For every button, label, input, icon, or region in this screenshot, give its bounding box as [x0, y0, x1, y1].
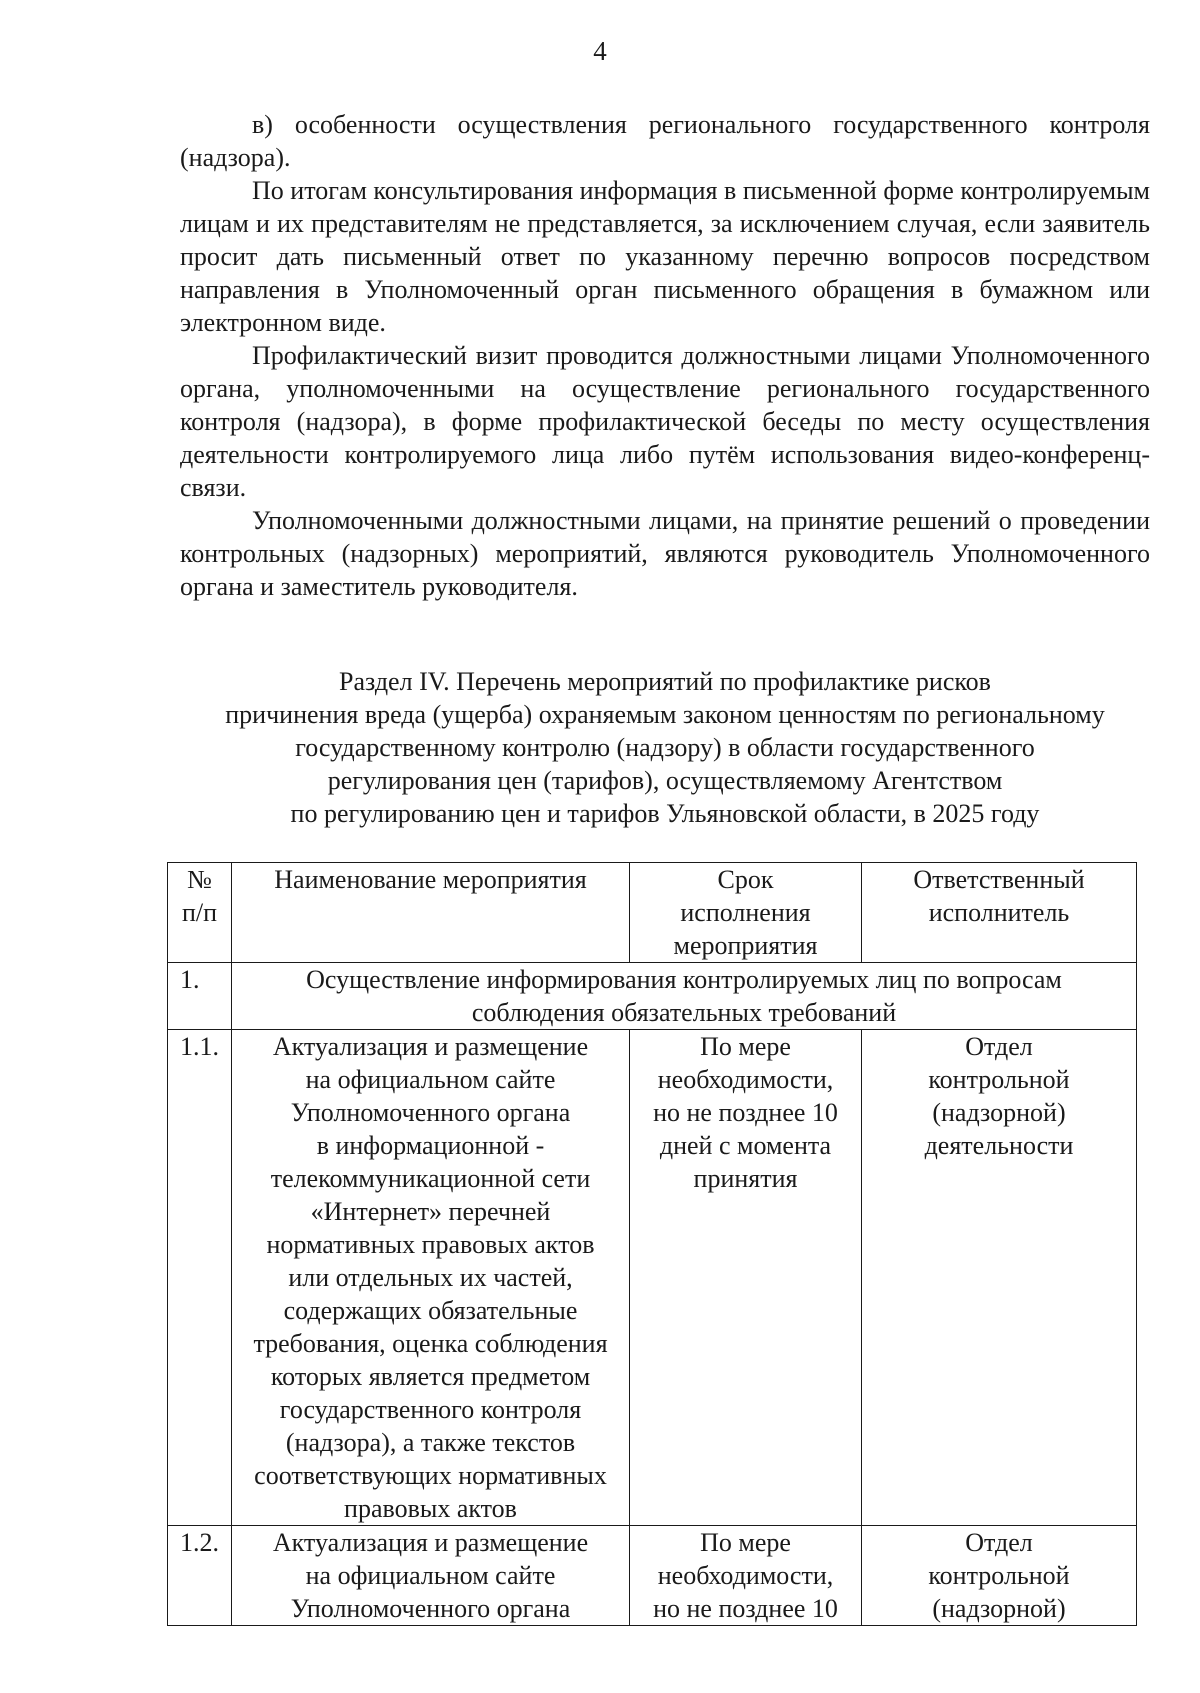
- row-responsible: [862, 1526, 1137, 1626]
- cell-line: необходимости,: [657, 1561, 834, 1590]
- cell-line: правовых актов: [344, 1494, 517, 1523]
- cell-line: на официальном сайте: [305, 1561, 556, 1590]
- cell-line: соответствующих нормативных: [254, 1461, 607, 1490]
- section-heading: [180, 665, 1150, 830]
- cell-line: Актуализация и размещение: [272, 1528, 589, 1557]
- row-name: [232, 1526, 630, 1626]
- cell-line: «Интернет» перечней: [310, 1197, 551, 1226]
- cell-line: содержащих обязательные: [283, 1296, 578, 1325]
- cell-line: телекоммуникационной сети: [270, 1164, 591, 1193]
- header-responsible: Ответственный исполнитель: [862, 863, 1137, 963]
- cell-line: контрольной: [928, 1561, 1070, 1590]
- cell-line: требования, оценка соблюдения: [253, 1329, 608, 1358]
- paragraph: Уполномоченными должностными лицами, на принятие решений о проведении контрольных (надзорных) мероприятий, являются руководитель Уполномоченного органа и заместитель руководителя.: [180, 506, 1150, 601]
- row-term: [630, 1526, 862, 1626]
- cell-line: принятия: [693, 1164, 798, 1193]
- cell-line: Актуализация и размещение: [272, 1032, 589, 1061]
- cell-line: государственного контроля: [279, 1395, 582, 1424]
- cell-line: По мере: [700, 1032, 791, 1061]
- cell-line: контрольной: [928, 1065, 1070, 1094]
- row-responsible: [862, 1030, 1137, 1526]
- paragraph: По итогам консультирования информация в письменной форме контролируемым лицам и их представителям не представляется, за исключением случая, если заявитель просит дать письменный ответ по указанному перечню вопросов посредством направления в Уполномоченный орган письменного обращения в бумажном или электронном виде.: [180, 176, 1150, 337]
- group-num: 1.: [168, 963, 232, 1030]
- paragraph: в) особенности осуществления регионального государственного контроля (надзора).: [180, 110, 1150, 172]
- section-heading-line: причинения вреда (ущерба) охраняемым законом ценностям по региональному: [225, 700, 1105, 729]
- cell-line: нормативных правовых актов: [266, 1230, 595, 1259]
- header-term: Срок исполнения мероприятия: [630, 863, 862, 963]
- cell-line: которых является предметом: [270, 1362, 591, 1391]
- cell-line: дней с момента: [659, 1131, 832, 1160]
- cell-line: но не позднее 10: [653, 1594, 838, 1623]
- section-heading-line: регулирования цен (тарифов), осуществляемому Агентством: [327, 766, 1003, 795]
- cell-line: (надзора), а также текстов: [285, 1428, 576, 1457]
- row-num: 1.2.: [168, 1526, 232, 1626]
- table-row: [168, 1030, 1137, 1526]
- measures-table: [167, 862, 1137, 1626]
- section-heading-line: Раздел IV. Перечень мероприятий по профилактике рисков: [339, 667, 991, 696]
- page-number: 4: [593, 36, 607, 66]
- section-heading-line: государственному контролю (надзору) в области государственного: [295, 733, 1035, 762]
- table-header-row: [168, 863, 1137, 963]
- group-title: Осуществление информирования контролируемых лиц по вопросам соблюдения обязательных требований: [232, 963, 1137, 1030]
- cell-line: на официальном сайте: [305, 1065, 556, 1094]
- cell-line: По мере: [700, 1528, 791, 1557]
- row-term: [630, 1030, 862, 1526]
- cell-line: (надзорной): [932, 1594, 1066, 1623]
- header-num: № п/п: [168, 863, 232, 963]
- cell-line: необходимости,: [657, 1065, 834, 1094]
- cell-line: Уполномоченного органа: [290, 1098, 571, 1127]
- header-name: Наименование мероприятия: [232, 863, 630, 963]
- row-name: [232, 1030, 630, 1526]
- cell-line: или отдельных их частей,: [288, 1263, 573, 1292]
- cell-line: но не позднее 10: [653, 1098, 838, 1127]
- section-heading-line: по регулированию цен и тарифов Ульяновской области, в 2025 году: [290, 799, 1040, 828]
- table-group-row: [168, 963, 1137, 1030]
- cell-line: в информационной -: [316, 1131, 545, 1160]
- body-text: [180, 108, 1150, 603]
- table-row: [168, 1526, 1137, 1626]
- cell-line: Отдел: [965, 1032, 1033, 1061]
- cell-line: (надзорной): [932, 1098, 1066, 1127]
- cell-line: деятельности: [924, 1131, 1074, 1160]
- paragraph: Профилактический визит проводится должностными лицами Уполномоченного органа, уполномоченными на осуществление регионального государственного контроля (надзора), в форме профилактической беседы по месту осуществления деятельности контролируемого лица либо путём использования видео-конференц-связи.: [180, 341, 1150, 502]
- row-num: 1.1.: [168, 1030, 232, 1526]
- cell-line: Уполномоченного органа: [290, 1594, 571, 1623]
- cell-line: Отдел: [965, 1528, 1033, 1557]
